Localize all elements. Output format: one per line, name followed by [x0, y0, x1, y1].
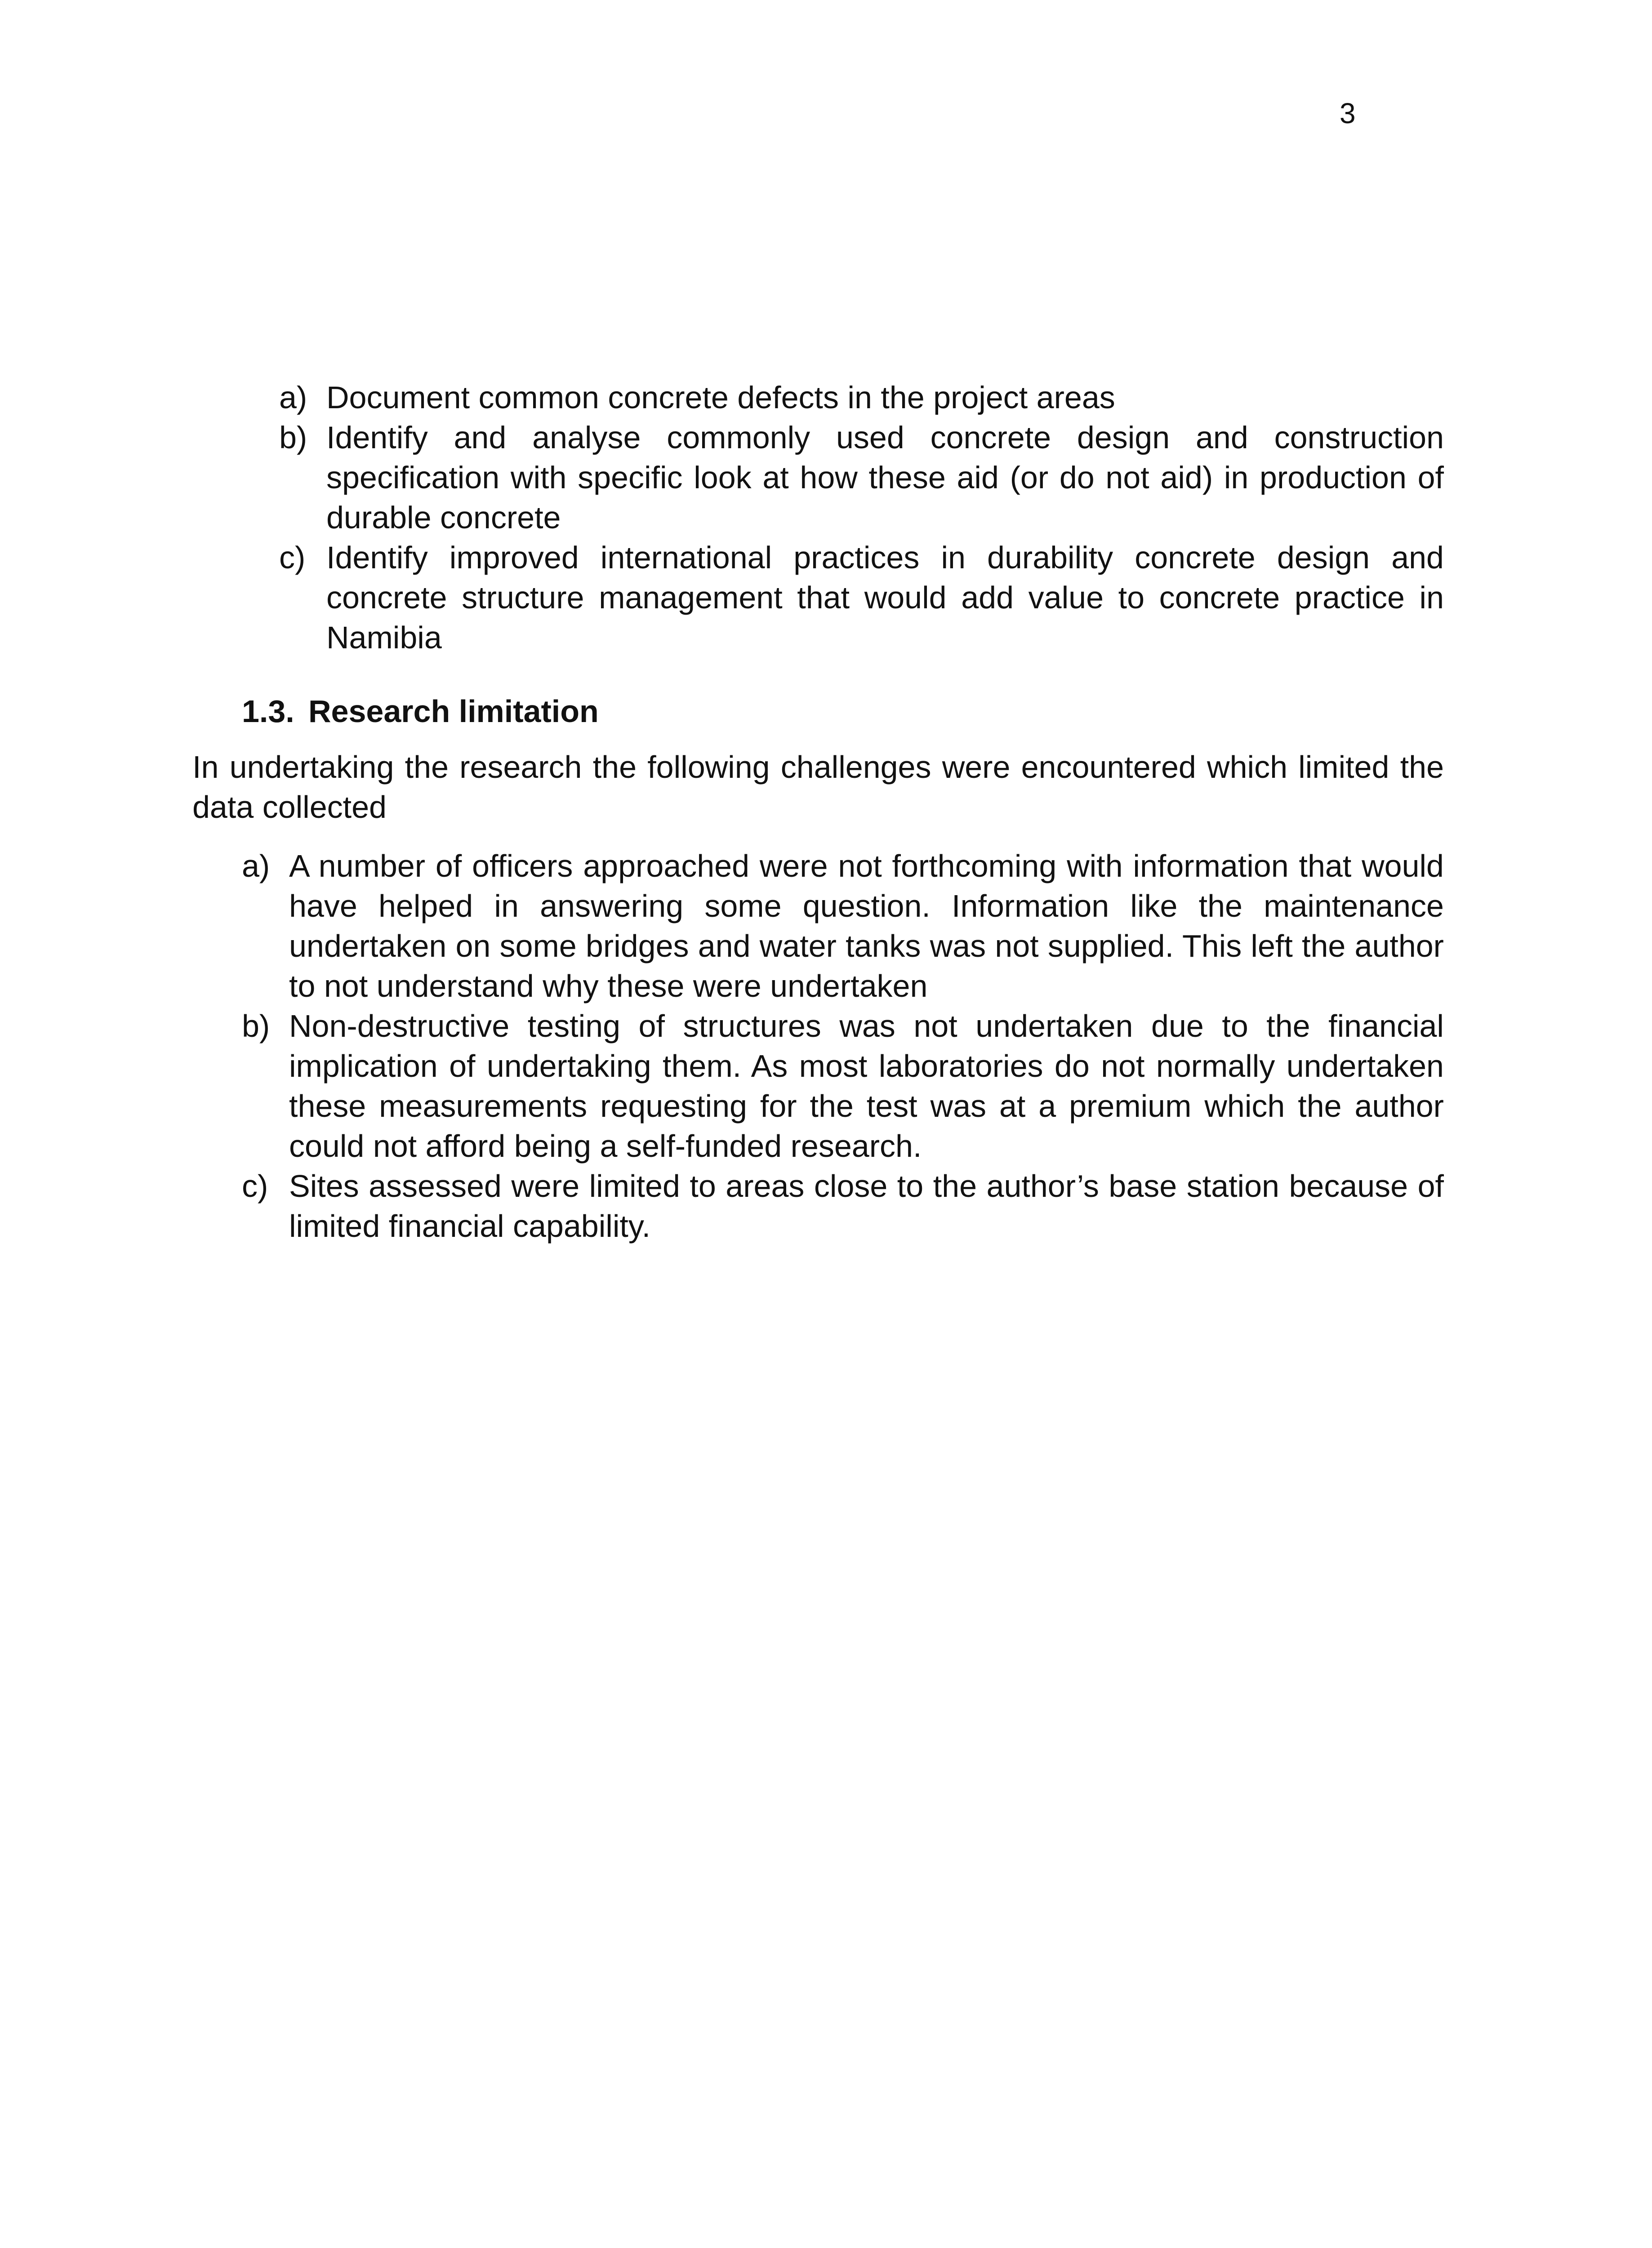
list-item	[279, 378, 1444, 418]
list-marker: b)	[279, 420, 307, 455]
list-item	[242, 1006, 1444, 1166]
section-heading	[242, 691, 599, 731]
section-title: Research limitation	[308, 694, 599, 729]
list-item-text: Identify improved international practices in durability concrete design and concrete structure management that would add value to concrete practice in Namibia	[326, 540, 1444, 655]
limitations-list	[242, 846, 1444, 1246]
list-marker: a)	[279, 380, 307, 415]
list-item-text: Non-destructive testing of structures was not undertaken due to the financial implication of undertaking them. As most laboratories do not normally undertaken these measurements requesting for the test was at a premium which the author could not afford being a self-funded research.	[289, 1008, 1444, 1164]
list-item	[242, 1166, 1444, 1246]
list-item-text: Identify and analyse commonly used concrete design and construction specification with specific look at how these aid (or do not aid) in production of durable concrete	[326, 420, 1444, 535]
objectives-list	[279, 378, 1444, 658]
list-marker: b)	[242, 1008, 270, 1044]
page-number: 3	[1340, 97, 1356, 129]
section-number: 1.3.	[242, 694, 294, 729]
list-marker: c)	[279, 540, 306, 575]
list-item	[279, 418, 1444, 538]
list-item	[242, 846, 1444, 1006]
intro-paragraph: In undertaking the research the following challenges were encountered which limited the data collected	[192, 749, 1444, 825]
list-marker: c)	[242, 1169, 268, 1204]
list-item-text: A number of officers approached were not forthcoming with information that would have helped in answering some question. Information like the maintenance undertaken on some bridges and water tanks was not supplied. This left the author to not understand why these were undertaken	[289, 848, 1444, 1004]
list-item-text: Document common concrete defects in the project areas	[326, 380, 1115, 415]
list-item-text: Sites assessed were limited to areas close to the author’s base station because of limited financial capability.	[289, 1169, 1444, 1244]
list-item	[279, 538, 1444, 658]
list-marker: a)	[242, 848, 270, 883]
